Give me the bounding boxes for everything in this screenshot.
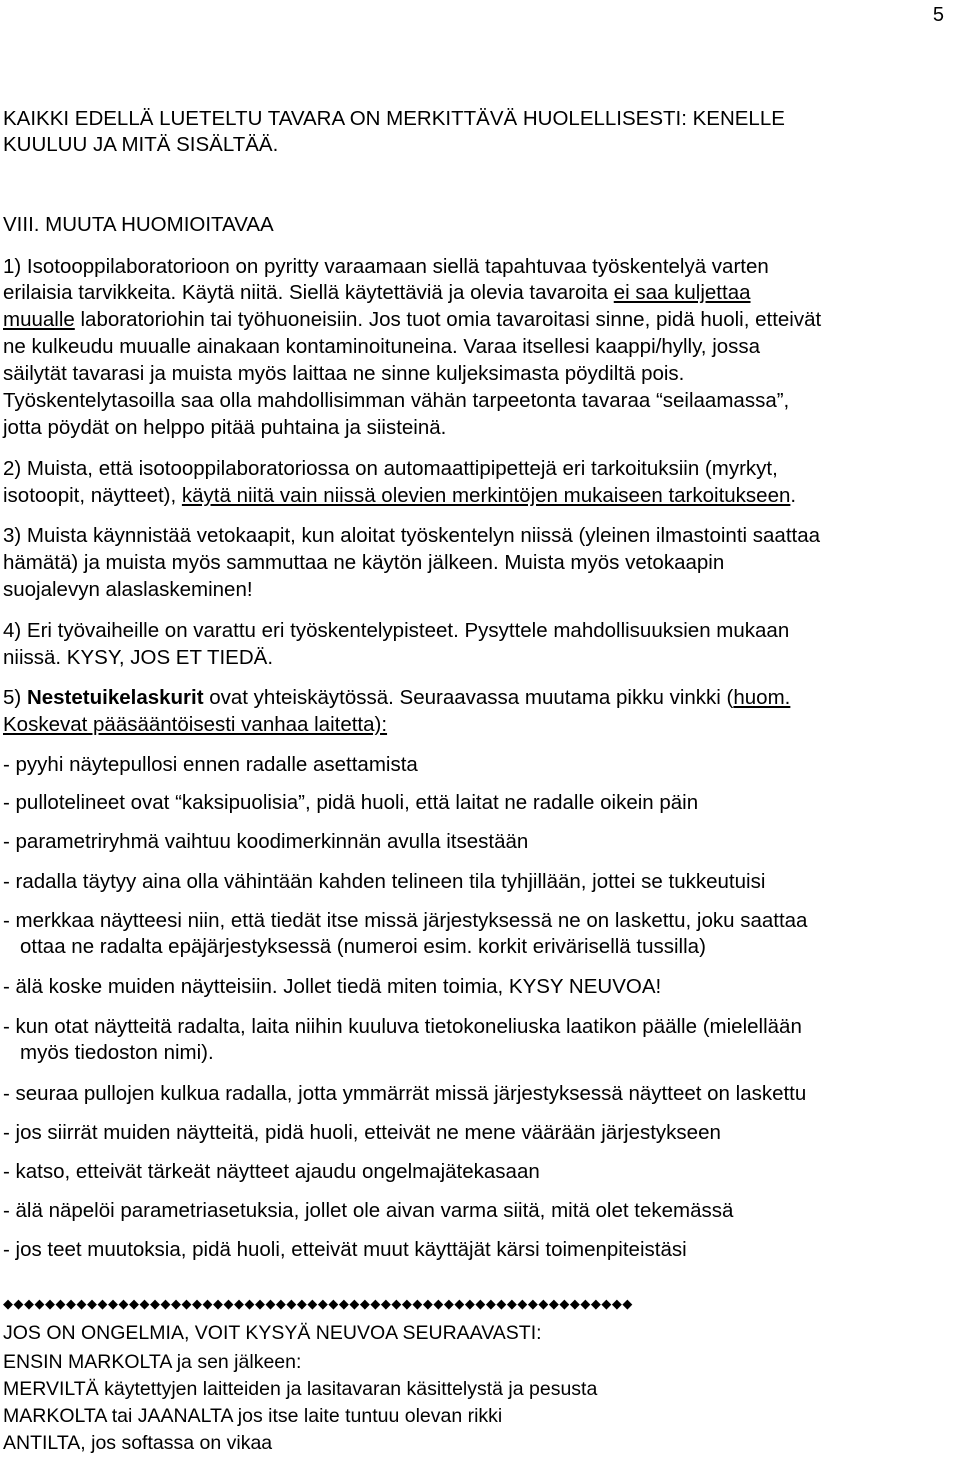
tip-item: - katso, etteivät tärkeät näytteet ajaudu ongelmajätekasaan — [3, 1160, 540, 1183]
paragraph-2-line-2: isotoopit, näytteet), käytä niitä vain niissä olevien merkintöjen mukaiseen tarkoitukseen. — [3, 484, 797, 507]
tip-item: - pullotelineet ovat “kaksipuolisia”, pidä huoli, että laitat ne radalle oikein päin — [3, 791, 699, 814]
paragraph-1-line-5: säilytät tavarasi ja muista myös laittaa ne sinne kuljeksimasta pöydiltä pois. — [3, 362, 685, 385]
tip-item: - älä näpelöi parametriasetuksia, jollet ole aivan varma siitä, mitä olet tekemässä — [3, 1199, 734, 1222]
tip-item: - älä koske muiden näytteisiin. Jollet tiedä miten toimia, KYSY NEUVOA! — [3, 975, 662, 998]
contact-line: MARKOLTA tai JAANALTA jos itse laite tuntuu olevan rikki — [3, 1405, 503, 1427]
paragraph-1-line-2: erilaisia tarvikkeita. Käytä niitä. Siellä käytettäviä ja olevia tavaroita ei saa kuljettaa — [3, 281, 751, 304]
paragraph-4-line-2: niissä. KYSY, JOS ET TIEDÄ. — [3, 646, 274, 669]
paragraph-3-line-1: 3) Muista käynnistää vetokaapit, kun aloitat työskentelyn niissä (yleinen ilmastointi saattaa — [3, 524, 821, 547]
paragraph-1-line-4: ne kulkeudu muualle ainakaan kontaminoituneina. Varaa itsellesi kaappi/hylly, jossa — [3, 335, 761, 358]
paragraph-1-line-3: muualle laboratoriohin tai työhuoneisiin. Jos tuot omia tavaroitasi sinne, pidä huoli, etteivät — [3, 308, 822, 331]
tip-item-continuation: ottaa ne radalta epäjärjestyksessä (numeroi esim. korkit erivärisellä tussilla) — [20, 935, 706, 958]
paragraph-2-line-1: 2) Muista, että isotooppilaboratoriossa on automaattipipettejä eri tarkoituksiin (myrkyt, — [3, 457, 778, 480]
heading-line-2: KUULUU JA MITÄ SISÄLTÄÄ. — [3, 133, 279, 156]
contact-line: ANTILTA, jos softassa on vikaa — [3, 1432, 273, 1454]
diamond-divider: ◆◆◆◆◆◆◆◆◆◆◆◆◆◆◆◆◆◆◆◆◆◆◆◆◆◆◆◆◆◆◆◆◆◆◆◆◆◆◆◆◆◆◆◆◆◆◆◆◆◆◆◆◆◆◆◆◆◆◆◆ — [3, 1296, 633, 1311]
contact-line: JOS ON ONGELMIA, VOIT KYSYÄ NEUVOA SEURAAVASTI: — [3, 1322, 542, 1344]
paragraph-3-line-2: hämätä) ja muista myös sammuttaa ne käytön jälkeen. Muista myös vetokaapin — [3, 551, 725, 574]
section-title: VIII. MUUTA HUOMIOITAVAA — [3, 213, 274, 236]
paragraph-5-line-1: 5) Nestetuikelaskurit ovat yhteiskäytössä. Seuraavassa muutama pikku vinkki (huom. — [3, 686, 791, 709]
contact-line: ENSIN MARKOLTA ja sen jälkeen: — [3, 1351, 302, 1373]
contact-line: MERVILTÄ käytettyjen laitteiden ja lasitavaran käsittelystä ja pesusta — [3, 1378, 598, 1400]
underlined-text: huom. — [733, 686, 791, 709]
tip-item: - jos teet muutoksia, pidä huoli, etteivät muut käyttäjät kärsi toimenpiteistäsi — [3, 1238, 687, 1261]
underlined-text: muualle — [3, 308, 75, 331]
tip-item: - radalla täytyy aina olla vähintään kahden telineen tila tyhjillään, jottei se tukkeutuisi — [3, 870, 766, 893]
heading-line-1: KAIKKI EDELLÄ LUETELTU TAVARA ON MERKITTÄVÄ HUOLELLISESTI: KENELLE — [3, 107, 785, 130]
page-number: 5 — [932, 4, 944, 26]
tip-item: - kun otat näytteitä radalta, laita niihin kuuluva tietokoneliuska laatikon päälle (mielellään — [3, 1015, 802, 1038]
paragraph-3-line-3: suojalevyn alaslaskeminen! — [3, 578, 253, 601]
tip-item: - pyyhi näytepullosi ennen radalle asettamista — [3, 753, 418, 776]
paragraph-5-line-2 — [3, 712, 387, 738]
paragraph-1-line-1: 1) Isotooppilaboratorioon on pyritty varaamaan siellä tapahtuvaa työskentelyä varten — [3, 255, 769, 278]
underlined-text: käytä niitä vain niissä olevien merkintöjen mukaiseen tarkoitukseen — [181, 484, 791, 507]
underlined-text: ei saa kuljettaa — [613, 281, 751, 304]
paragraph-1-line-7: jotta pöydät on helppo pitää puhtaina ja siisteinä. — [3, 416, 447, 439]
underlined-text: Koskevat pääsääntöisesti vanhaa laitetta): — [3, 713, 388, 736]
tip-item: - seuraa pullojen kulkua radalla, jotta ymmärrät missä järjestyksessä näytteet on laskettu — [3, 1082, 807, 1105]
tip-item: - parametriryhmä vaihtuu koodimerkinnän avulla itsestään — [3, 830, 529, 853]
paragraph-1-line-6: Työskentelytasoilla saa olla mahdollisimman vähän tarpeetonta tavaraa “seilaamassa”, — [3, 389, 790, 412]
tip-item-continuation: myös tiedoston nimi). — [20, 1041, 214, 1064]
paragraph-4-line-1: 4) Eri työvaiheille on varattu eri työskentelypisteet. Pysyttele mahdollisuuksien mukaan — [3, 619, 790, 642]
tip-item: - merkkaa näytteesi niin, että tiedät itse missä järjestyksessä ne on laskettu, joku saattaa — [3, 909, 808, 932]
tip-item: - jos siirrät muiden näytteitä, pidä huoli, etteivät ne mene väärään järjestykseen — [3, 1121, 721, 1144]
bold-term: Nestetuikelaskurit — [26, 686, 204, 709]
